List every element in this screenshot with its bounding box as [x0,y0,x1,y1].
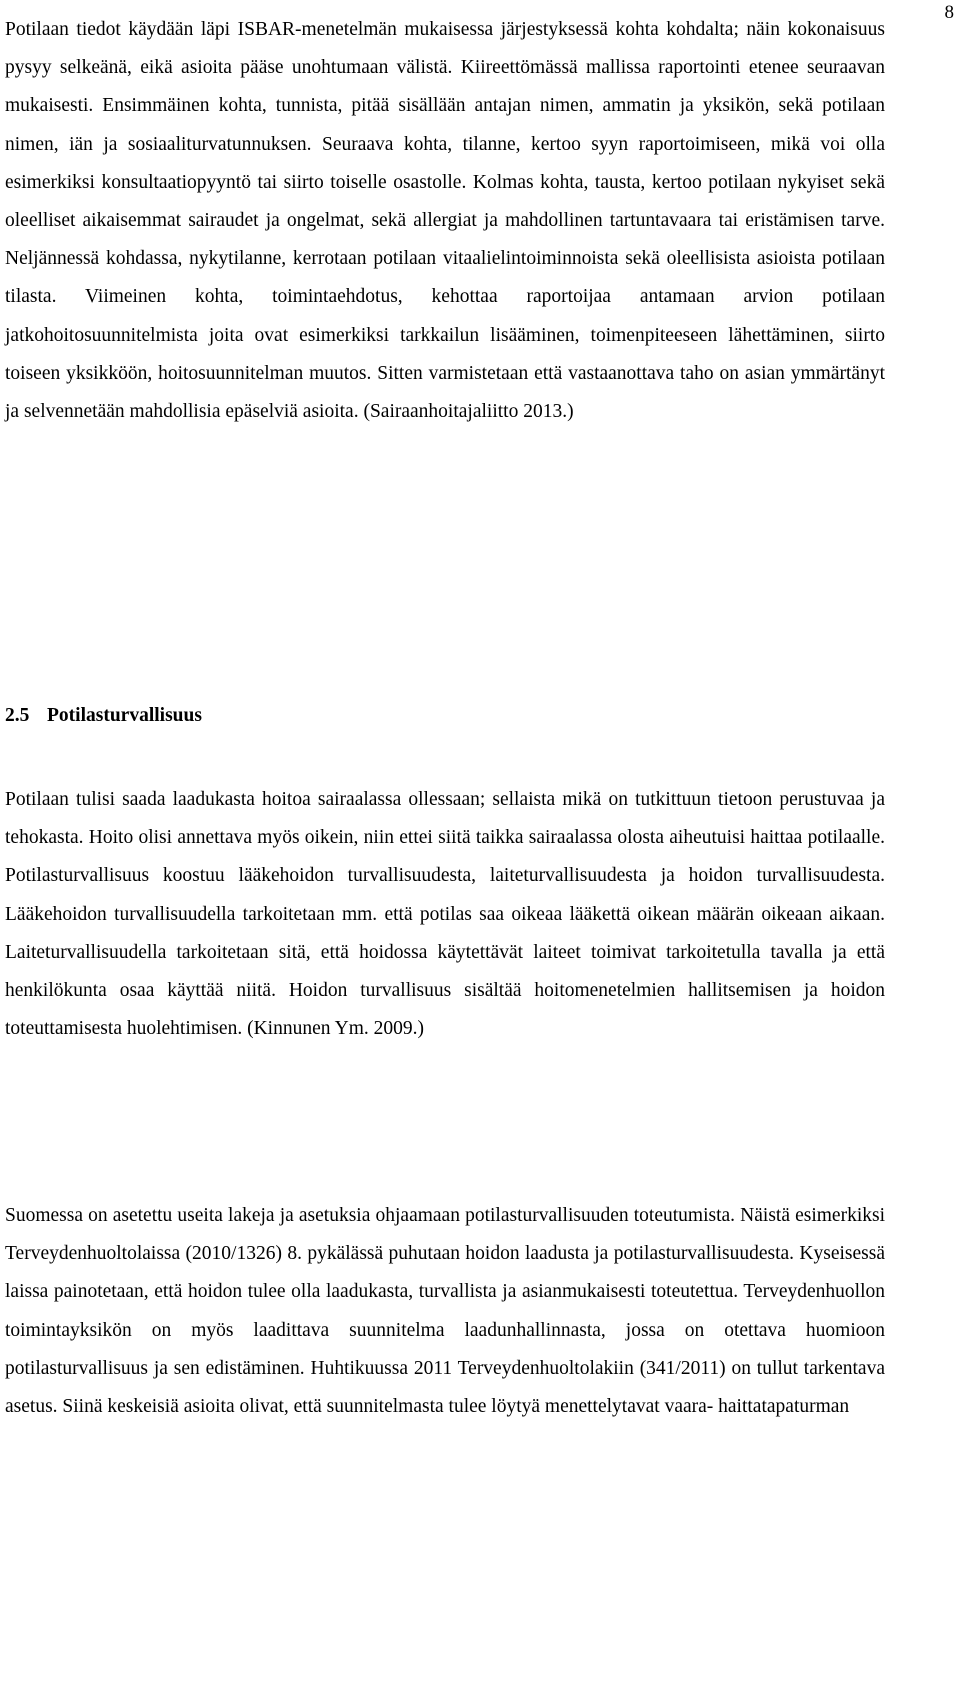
section-heading [5,701,202,731]
paragraph-legislation: Suomessa on asetettu useita lakeja ja asetuksia ohjaamaan potilasturvallisuuden toteutumista. Näistä esimerkiksi Terveydenhuoltolaissa (2010/1326) 8. pykälässä puhutaan hoidon laadusta ja potilasturvallisuudesta. Kyseisessä laissa painotetaan, että hoidon tulee olla laadukasta, turvallista ja asianmukaisesti toteutettua. Terveydenhuollon toimintayksikön on myös laadittava suunnitelma laadunhallinnasta, jossa on otettava huomioon potilasturvallisuus ja sen edistäminen. Huhtikuussa 2011 Terveydenhuoltolakiin (341/2011) on tullut tarkentava asetus. Siinä keskeisiä asioita olivat, että suunnitelmasta tulee löytyä menettelytavat vaara- haittatapaturman [5,1205,885,1418]
paragraph-patient-safety: Potilaan tulisi saada laadukasta hoitoa sairaalassa ollessaan; sellaista mikä on tutkittuun tietoon perustuvaa ja tehokasta. Hoito olisi annettava myös oikein, niin ettei siitä taikka sairaalassa olosta aiheutuisi haittaa potilaalle. Potilasturvallisuus koostuu lääkehoidon turvallisuudesta, laiteturvallisuudesta ja hoidon turvallisuudesta. Lääkehoidon turvallisuudella tarkoitetaan mm. että potilas saa oikeaa lääkettä oikean määrän oikeaan aikaan. Laiteturvallisuudella tarkoitetaan sitä, että hoidossa käytettävät laiteet toimivat tarkoitetulla tavalla ja että henkilökunta osaa käyttää niitä. Hoidon turvallisuus sisältää hoitomenetelmien hallitsemisen ja hoidon toteuttamisesta huolehtimisen. (Kinnunen Ym. 2009.) [5,789,885,1040]
section-number: 2.5 [5,705,30,726]
section-title: Potilasturvallisuus [47,705,202,726]
paragraph-isbar-reporting: Potilaan tiedot käydään läpi ISBAR-menetelmän mukaisessa järjestyksessä kohta kohdalta; näin kokonaisuus pysyy selkeänä, eikä asioita pääse unohtumaan välistä. Kiireettömässä mallissa raportointi etenee seuraavan mukaisesti. Ensimmäinen kohta, tunnista, pitää sisällään antajan nimen, ammatin ja yksikön, sekä potilaan nimen, iän ja sosiaaliturvatunnuksen. Seuraava kohta, tilanne, kertoo syyn raportoimiseen, mikä voi olla esimerkiksi konsultaatiopyyntö tai siirto toiselle osastolle. Kolmas kohta, tausta, kertoo potilaan nykyiset sekä oleelliset aikaisemmat sairaudet ja ongelmat, sekä allergiat ja mahdollinen tartuntavaara tai eristämisen tarve. Neljännessä kohdassa, nykytilanne, kerrotaan potilaan vitaalielintoiminnoista sekä oleellisista asioista potilaan tilasta. Viimeinen kohta, toimintaehdotus, kehottaa raportoijaa antamaan arvion potilaan jatkohoitosuunnitelmista joita ovat esimerkiksi tarkkailun lisääminen, toimenpiteeseen lähettäminen, siirto toiseen yksikköön, hoitosuunnitelman muutos. Sitten varmistetaan että vastaanottava taho on asian ymmärtänyt ja selvennetään mahdollisia epäselviä asioita. (Sairaanhoitajaliitto 2013.) [5,19,885,423]
page-number: 8 [944,2,954,23]
